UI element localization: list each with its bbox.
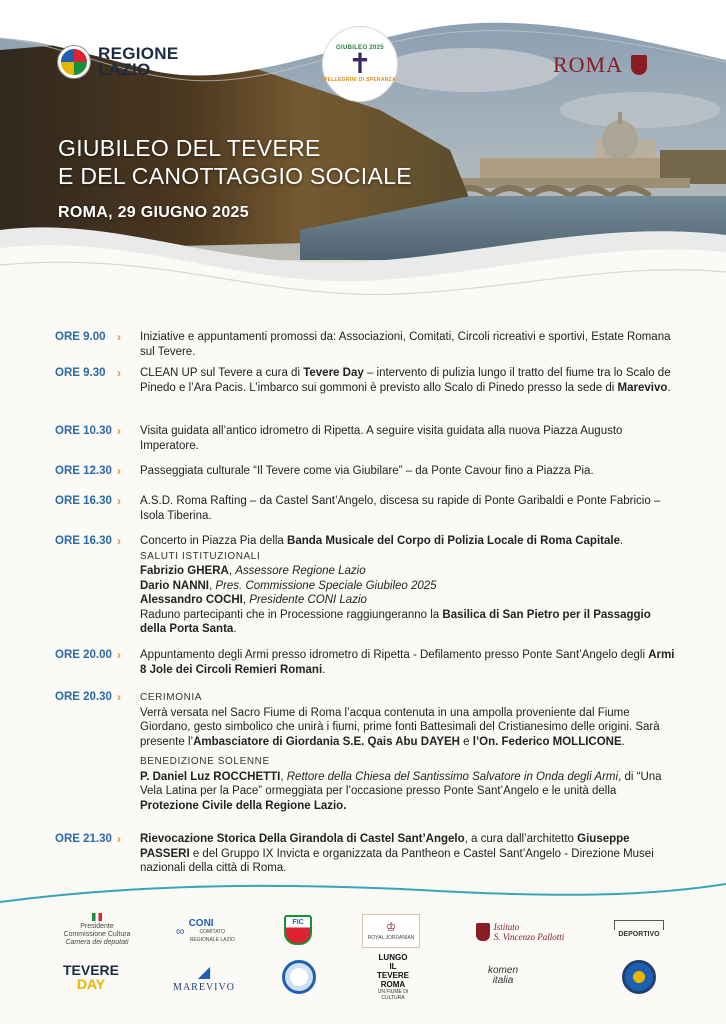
coni-logo — [176, 912, 236, 950]
chevron-right-icon: › — [117, 366, 121, 380]
coni-label: CONI — [188, 917, 214, 929]
title-line-2: E DEL CANOTTAGGIO SOCIALE — [58, 163, 412, 189]
jubilee-bottom-text: PELLEGRINI DI SPERANZA — [324, 77, 396, 83]
pallotti-label-2: S. Vincenzo Pallotti — [493, 932, 565, 942]
program-text: Protezione Civile della Regione Lazio. — [140, 799, 347, 812]
tevere-day-logo — [58, 960, 124, 994]
chevron-right-icon: › — [117, 832, 121, 846]
footer-wave — [0, 880, 726, 910]
program-text: Banda Musicale del Corpo di Polizia Locale di Roma Capitale — [287, 535, 620, 547]
program-text: Raduno partecipanti che in Processione raggiungeranno la — [140, 608, 443, 621]
italia-label: italia — [492, 975, 514, 986]
program-text: , — [209, 579, 216, 592]
program-text: Giuseppe PASSERI — [140, 833, 630, 860]
royal-jordanian-logo — [362, 914, 420, 948]
program-text: e — [459, 735, 473, 748]
pallotti-logo — [465, 918, 575, 946]
jubilee-top-text: GIUBILEO 2025 — [336, 45, 384, 51]
program-text: Appuntamento degli Armi presso idrometro di Ripetta - Defilamento presso Ponte Sant’Angelo degli — [140, 649, 649, 661]
program-text: . — [621, 735, 625, 748]
program-time: ORE 20.30 — [55, 691, 112, 703]
program-time: ORE 16.30 — [55, 535, 112, 547]
komen-label: komen — [487, 965, 518, 976]
program-text: e del Gruppo IX Invicta e organizzata da Pantheon e Castel Sant’Angelo - Direzione Musei nazionali della città di Roma. — [140, 847, 654, 874]
program-text: , — [242, 594, 250, 606]
program-time: ORE 12.30 — [55, 465, 112, 477]
regione-lazio-logo — [58, 46, 179, 78]
chevron-right-icon: › — [117, 330, 121, 344]
lungo-il-tevere-logo — [372, 953, 414, 1001]
program-text: , — [280, 770, 287, 783]
program-text: . — [322, 663, 326, 676]
program-text: Verrà versata nel Sacro Fiume di Roma l’acqua contenuta in una ampolla proveniente dal Fiume Giordano, gesto simbolico che unirà i fiumi, prime fonti Battesimali del Cristianesimo delle origini. Sarà presente l’ — [140, 706, 660, 748]
hero-banner — [0, 0, 726, 312]
section-label: BENEDIZIONE SOLENNE — [140, 756, 270, 767]
crown-icon: ♔ — [385, 920, 397, 934]
lungo-label: LUNGO IL TEVERE ROMA — [376, 953, 409, 989]
program-text: Alessandro COCHI — [140, 594, 243, 606]
program-text: . — [667, 381, 671, 394]
program-text: Visita guidata all’antico idrometro di Ripetta. A seguire visita guidata alla nuova Piazza Augusto Imperatore. — [140, 425, 623, 452]
program-text: , — [228, 565, 236, 577]
program-description — [140, 534, 676, 637]
program-text: Rievocazione Storica Della Girandola di Castel Sant’Angelo — [140, 833, 465, 845]
program-text: Presidente CONI Lazio — [249, 594, 367, 606]
program-description — [140, 648, 676, 677]
chevron-right-icon: › — [117, 648, 121, 662]
lungo-sub-label: UN FIUME DI CULTURA — [377, 989, 409, 1001]
program-description — [140, 690, 676, 813]
program-text: , di “Una Vela Latina per la Pace” ormeggiata per l’occasione presso Ponte Sant’Angelo e le unità della — [140, 770, 662, 797]
program-text: Pres. Commissione Speciale Giubileo 2025 — [215, 579, 437, 592]
program-time: ORE 20.00 — [55, 649, 112, 661]
deportivo-logo — [610, 914, 668, 944]
program-time: ORE 21.30 — [55, 833, 112, 845]
coni-sub-label: COMITATO REGIONALE LAZIO — [189, 928, 235, 943]
program-text: Fabrizio GHERA — [140, 565, 229, 577]
lazio-name: REGIONE LAZIO — [98, 44, 179, 79]
marevivo-logo — [168, 960, 240, 994]
program-text: Concerto in Piazza Pia della — [140, 535, 288, 547]
roma-shield-icon — [631, 55, 647, 75]
deportivo-label: DEPORTIVO — [618, 930, 660, 938]
lazio-emblem-icon — [58, 46, 90, 78]
program-text: A.S.D. Roma Rafting – da Castel Sant’Angelo, discesa su rapide di Ponte Garibaldi e Ponte Fabricio – Isola Tiberina. — [140, 495, 661, 522]
protezione-civile-logo — [620, 958, 658, 996]
program-time: ORE 10.30 — [55, 425, 112, 437]
cross-icon: ✝ — [348, 48, 372, 79]
circle-emblem-icon — [282, 960, 316, 994]
program-description — [140, 832, 676, 876]
program-text: . — [233, 623, 237, 635]
roma-name: ROMA — [553, 52, 624, 77]
fic-logo — [278, 912, 318, 948]
program-text: l’On. Federico MOLLICONE — [472, 735, 622, 748]
program-description — [140, 494, 676, 523]
program-description — [140, 366, 676, 395]
program-description — [140, 330, 676, 359]
program-text: – intervento di pulizia lungo il tratto del fiume tra lo Scalo de Pinedo e l’Ara Pacis. L’imbarco sui gommoni è previsto allo Scalo di Pinedo presso la sede di — [140, 367, 671, 394]
jubilee-2025-logo — [322, 26, 398, 102]
circle-sport-logo — [280, 958, 318, 996]
program-text: Rettore della Chiesa del Santissimo Salvatore in Onda degli Armi — [286, 770, 619, 783]
program-text: Armi 8 Jole dei Circoli Remieri Romani — [140, 649, 675, 676]
pallotti-label-1: Istituto — [493, 922, 520, 932]
program-text: Tevere Day — [303, 367, 364, 379]
komen-italia-logo — [474, 962, 532, 990]
fic-shield-icon — [284, 915, 312, 945]
section-label: SALUTI ISTITUZIONALI — [140, 550, 261, 562]
event-date: ROMA, 29 GIUGNO 2025 — [58, 204, 249, 221]
program-text: Basilica di San Pietro per il Passaggio della Porta Santa — [140, 608, 651, 635]
page-title — [58, 134, 412, 190]
title-line-1: GIUBILEO DEL TEVERE — [58, 135, 321, 161]
camera-label-2: Commissione Cultura — [63, 931, 131, 938]
camera-deputati-logo — [52, 910, 142, 950]
program-time: ORE 16.30 — [55, 495, 112, 507]
program-text: Iniziative e appuntamenti promossi da: Associazioni, Comitati, Circoli ricreativi e sportivi, Estate Romana sul Tevere. — [140, 331, 671, 358]
chevron-right-icon: › — [117, 690, 121, 704]
program-description — [140, 464, 676, 479]
chevron-right-icon: › — [117, 494, 121, 508]
program-text: Marevivo — [617, 381, 668, 394]
program-text: . — [619, 535, 624, 547]
chevron-right-icon: › — [117, 424, 121, 438]
roma-logo — [553, 52, 647, 78]
marevivo-label: MAREVIVO — [173, 981, 235, 993]
program-text: Passeggiata culturale “Il Tevere come via Giubilare” – da Ponte Cavour fino a Piazza Pia. — [140, 465, 594, 477]
program-description — [140, 424, 676, 453]
tevere-label: TEVERE — [62, 962, 119, 978]
program-text: Dario NANNI — [140, 579, 210, 592]
program-time: ORE 9.30 — [55, 367, 106, 379]
civil-protection-icon — [622, 960, 656, 994]
program-text: CLEAN UP sul Tevere a cura di — [140, 367, 304, 379]
program-text: , a cura dall’architetto — [464, 833, 578, 845]
program-text: Assessore Regione Lazio — [235, 565, 366, 577]
fic-label: FIC — [292, 919, 304, 926]
chevron-right-icon: › — [117, 464, 121, 478]
pallotti-crest-icon — [476, 923, 490, 941]
chevron-right-icon: › — [117, 534, 121, 548]
royal-label: ROYAL JORDANIAN — [367, 935, 415, 941]
section-label: CERIMONIA — [140, 692, 203, 703]
olympic-rings-icon: ∞ — [176, 924, 185, 938]
program-time: ORE 9.00 — [55, 331, 106, 343]
camera-label-3: Camera dei deputati — [65, 939, 129, 946]
program-text: Ambasciatore di Giordania S.E. Qais Abu DAYEH — [193, 735, 460, 748]
program-text: P. Daniel Luz ROCCHETTI — [140, 770, 281, 783]
italy-flag-icon — [92, 913, 102, 921]
dolphin-icon: ◢ — [197, 963, 211, 981]
building-icon — [614, 920, 664, 930]
camera-label-1: Presidente — [80, 923, 114, 930]
day-label: DAY — [76, 976, 106, 992]
